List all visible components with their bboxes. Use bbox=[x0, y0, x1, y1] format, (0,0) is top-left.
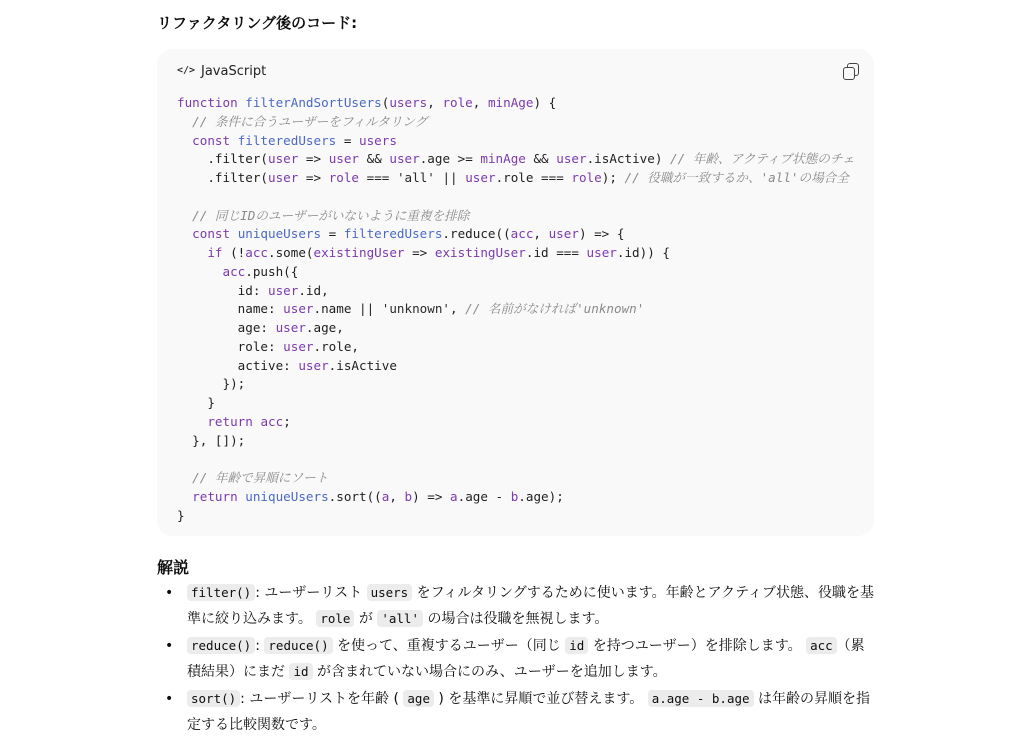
inline-code: reduce() bbox=[264, 637, 332, 654]
list-item: • sort() : ユーザーリストを年齢 ( age ) を基準に昇順で並び替えます。 a.age - b.age は年齢の昇順を指定する比較関数です。 bbox=[157, 686, 877, 738]
inline-code: acc bbox=[806, 637, 837, 654]
explanation-title: 解説 bbox=[157, 558, 190, 577]
inline-code: id bbox=[289, 663, 312, 680]
code-content: function filterAndSortUsers(users, role, minAge) { // 条件に合うユーザーをフィルタリング const filteredUsers = users .filter(user => user && user.age >= minAge && user.isActive) // 年齢、アクティブ状態のチェ .filter(user => role === 'all' || user.role === role); // 役職が一致するか、'all'の場合全 // 同じIDのユーザーがいないように重複を排除 const uniqueUsers = filteredUsers.reduce((acc, user) => { if (!acc.some(existingUser => existingUser.id === user.id)) { acc.push({ id: user.id, name: user.name || 'unknown', // 名前がなければ'unknown' age: user.age, role: user.role, active: user.isActive }); } return acc; }, []); // 年齢で昇順にソート return uniqueUsers.sort((a, b) => a.age - b.age); } bbox=[177, 95, 855, 523]
code-block-header bbox=[157, 49, 874, 95]
inline-code: sort() bbox=[187, 690, 240, 707]
inline-code: reduce() bbox=[187, 637, 255, 654]
code-icon: </> bbox=[177, 65, 196, 76]
inline-code: role bbox=[316, 610, 354, 627]
inline-code: a.age - b.age bbox=[648, 690, 754, 707]
list-item: • filter() : ユーザーリスト users をフィルタリングするために使います。年齢とアクティブ状態、役職を基準に絞り込みます。 role が 'all' の場合は役職を無視します。 bbox=[157, 580, 877, 632]
inline-code: id bbox=[565, 637, 588, 654]
copy-icon[interactable] bbox=[842, 63, 860, 81]
inline-code: users bbox=[367, 584, 413, 601]
inline-code: age bbox=[403, 690, 434, 707]
inline-code: 'all' bbox=[377, 610, 423, 627]
code-language-label: JavaScript bbox=[201, 64, 267, 79]
explanation-list bbox=[157, 580, 877, 739]
inline-code: filter() bbox=[187, 584, 255, 601]
list-item: • reduce() : reduce() を使って、重複するユーザー（同じ id を持つユーザー）を排除します。 acc （累積結果）にまだ id が含まれていない場合にのみ、ユーザーを追加します。 bbox=[157, 633, 877, 685]
section-heading: リファクタリング後のコード: bbox=[157, 14, 358, 32]
code-block bbox=[157, 49, 874, 536]
